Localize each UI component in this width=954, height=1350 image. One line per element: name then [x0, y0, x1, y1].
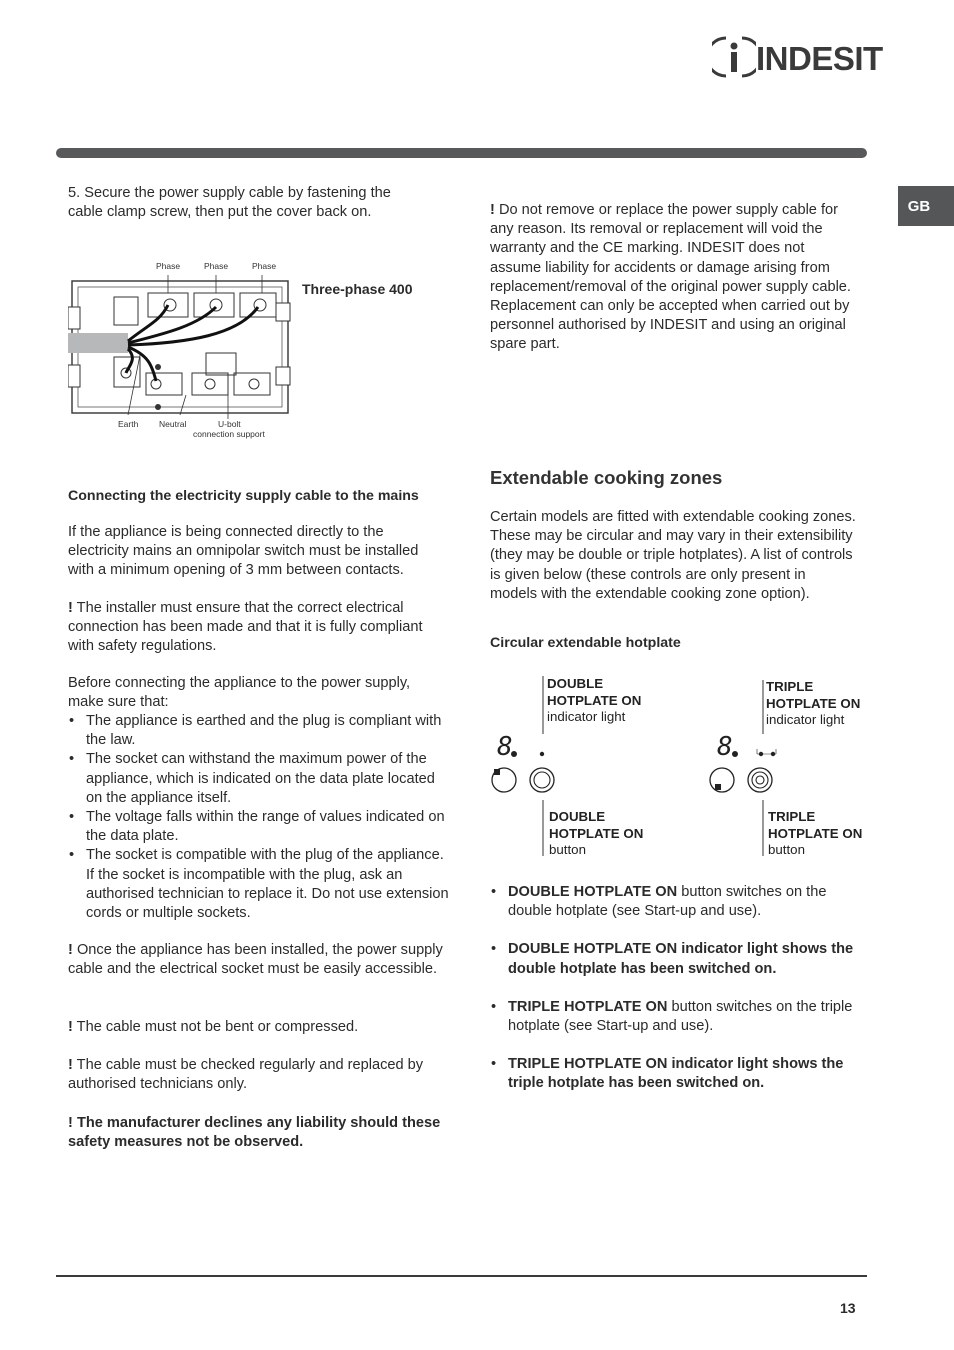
double-indicator-label: DOUBLE HOTPLATE ON indicator light — [547, 676, 642, 724]
brand-wordmark: INDESIT — [756, 40, 883, 77]
step-5-text: 5. Secure the power supply cable by fastening the cable clamp screw, then put the cover back on. — [68, 185, 391, 221]
list-item: • DOUBLE HOTPLATE ON indicator light shows the double hotplate has been switched on. — [490, 940, 862, 978]
list-item: • TRIPLE HOTPLATE ON indicator light shows the triple hotplate has been switched on. — [490, 1055, 862, 1093]
control-diagram — [488, 672, 878, 862]
omnipolar-paragraph: If the appliance is being connected directly to the electricity mains an omnipolar switch must be installed with a minimum opening of 3 mm between contacts. — [68, 524, 419, 579]
ubolt-label: U-bolt — [218, 419, 241, 429]
before-connecting-text: Before connecting the appliance to the power supply, make sure that: — [68, 675, 411, 711]
double-button-label: DOUBLE HOTPLATE ON button — [549, 809, 644, 857]
warning-mark: ! — [68, 600, 73, 616]
checklist — [68, 712, 453, 923]
controls-list — [490, 883, 862, 1094]
section-heading: Extendable cooking zones — [490, 467, 723, 488]
subheading: Circular extendable hotplate — [490, 635, 681, 651]
terminal-block-illustration — [68, 255, 298, 445]
double-display-digit: 8 — [497, 732, 513, 762]
liability-warning: ! The manufacturer declines any liability should these safety measures not be observed. — [68, 1115, 441, 1151]
extendable-intro: Certain models are fitted with extendable cooking zones. These may be circular and may vary in their extensibility (they may be double or triple hotplates). A list of controls is given below (these controls are only present in models with the extendable cooking zone option). — [490, 509, 856, 602]
footer-rule — [56, 1275, 867, 1277]
diagram-title: Three-phase 400 — [302, 281, 413, 297]
earth-label: Earth — [118, 419, 139, 429]
list-item: • The voltage falls within the range of values indicated on the data plate. — [68, 808, 453, 846]
list-item: • TRIPLE HOTPLATE ON button switches on the triple hotplate (see Start-up and use). — [490, 998, 862, 1036]
accessible-warning: ! Once the appliance has been installed, the power supply cable and the electrical socket must be easily accessible. — [68, 942, 443, 978]
list-item: • The socket can withstand the maximum power of the appliance, which is indicated on the data plate located on the appliance itself. — [68, 750, 453, 808]
cable-warning: ! Do not remove or replace the power supply cable for any reason. Its removal or replacement will void the warranty and the CE marking. INDESIT does not assume liability for accidents or damage arising from replacement/removal of the original power supply cable. Replacement can only be accepted when carried out by personnel authorised by INDESIT and using an original spare part. — [490, 202, 851, 353]
ubolt-label-2: connection support — [193, 429, 265, 439]
triple-display-digit: 8 — [717, 732, 733, 762]
triple-indicator-label: TRIPLE HOTPLATE ON indicator light — [766, 679, 861, 727]
bent-warning: ! The cable must not be bent or compressed. — [68, 1019, 359, 1035]
header-rule — [56, 148, 867, 158]
phase-label-1: Phase — [156, 261, 181, 271]
list-item: • The socket is compatible with the plug of the appliance. If the socket is incompatible with the plug, ask an authorised technician to replace it. Do not use extension cords or multiple sockets. — [68, 846, 453, 923]
logo-i-icon — [712, 34, 756, 80]
phase-label-2: Phase — [204, 261, 229, 271]
neutral-label: Neutral — [159, 419, 187, 429]
connect-heading: Connecting the electricity supply cable to the mains — [68, 488, 419, 504]
wiring-diagram — [68, 255, 298, 445]
list-item: • DOUBLE HOTPLATE ON button switches on the double hotplate (see Start-up and use). — [490, 883, 862, 921]
list-item: • The appliance is earthed and the plug is compliant with the law. — [68, 712, 453, 750]
language-tab: GB — [898, 186, 954, 226]
phase-label-3: Phase — [252, 261, 277, 271]
installer-warning: ! The installer must ensure that the correct electrical connection has been made and that it is fully compliant with safety regulations. — [68, 600, 423, 655]
check-warning: ! The cable must be checked regularly and replaced by authorised technicians only. — [68, 1057, 424, 1093]
page-number: 13 — [840, 1300, 856, 1316]
triple-button-label: TRIPLE HOTPLATE ON button — [768, 809, 863, 857]
